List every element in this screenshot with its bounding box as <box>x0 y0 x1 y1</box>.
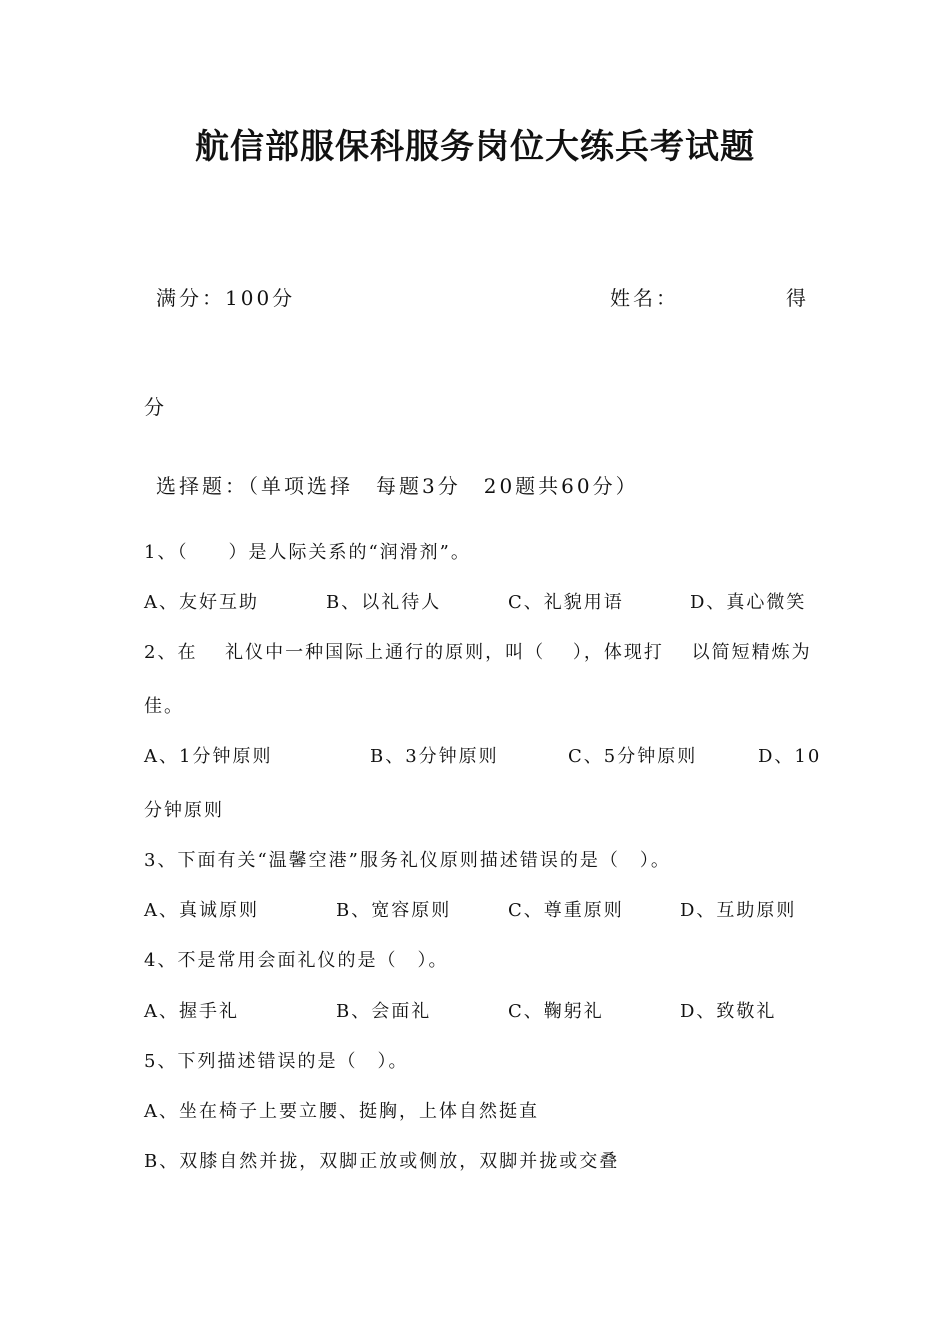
question-1-stem: 1、（ ）是人际关系的“润滑剂”。 <box>144 542 471 563</box>
question-3-option-b: B、宽容原则 <box>336 900 452 921</box>
question-2-option-b: B、3分钟原则 <box>370 746 499 767</box>
section-heading: 选择题：（单项选择 每题3分 20题共60分） <box>156 474 639 498</box>
question-4-option-a: A、握手礼 <box>144 1001 239 1022</box>
question-2-option-d-continuation: 分钟原则 <box>144 800 224 821</box>
name-label: 姓名： <box>610 286 679 310</box>
question-3-option-c: C、尊重原则 <box>508 900 624 921</box>
question-3-option-a: A、真诚原则 <box>144 900 259 921</box>
question-3-stem: 3、下面有关“温馨空港”服务礼仪原则描述错误的是（ ）。 <box>144 850 671 871</box>
question-4-option-c: C、鞠躬礼 <box>508 1001 604 1022</box>
question-3-option-d: D、互助原则 <box>680 900 797 921</box>
question-2-option-a: A、1分钟原则 <box>144 746 273 767</box>
score-label-part1: 得 <box>786 286 809 310</box>
question-4-option-d: D、致敬礼 <box>680 1001 777 1022</box>
question-2-option-d: D、10 <box>758 746 822 767</box>
question-2-stem-line1: 2、在 礼仪中一种国际上通行的原则，叫（ ），体现打 以简短精炼为 <box>144 642 812 663</box>
question-2-option-c: C、5分钟原则 <box>568 746 698 767</box>
question-2-stem-line2: 佳。 <box>144 696 184 717</box>
question-1-option-d: D、真心微笑 <box>690 592 807 613</box>
score-label-part2: 分 <box>144 395 167 419</box>
question-1-option-c: C、礼貌用语 <box>508 592 624 613</box>
question-5-option-b: B、双膝自然并拢，双脚正放或侧放，双脚并拢或交叠 <box>144 1151 620 1172</box>
question-4-stem: 4、不是常用会面礼仪的是（ ）。 <box>144 950 449 971</box>
page-title: 航信部服保科服务岗位大练兵考试题 <box>195 127 755 167</box>
question-1-option-b: B、以礼待人 <box>326 592 442 613</box>
full-score-label: 满分：100分 <box>156 286 296 310</box>
question-5-option-a: A、坐在椅子上要立腰、挺胸，上体自然挺直 <box>144 1101 539 1122</box>
question-5-stem: 5、下列描述错误的是（ ）。 <box>144 1051 409 1072</box>
question-4-option-b: B、会面礼 <box>336 1001 432 1022</box>
question-1-option-a: A、友好互助 <box>144 592 259 613</box>
